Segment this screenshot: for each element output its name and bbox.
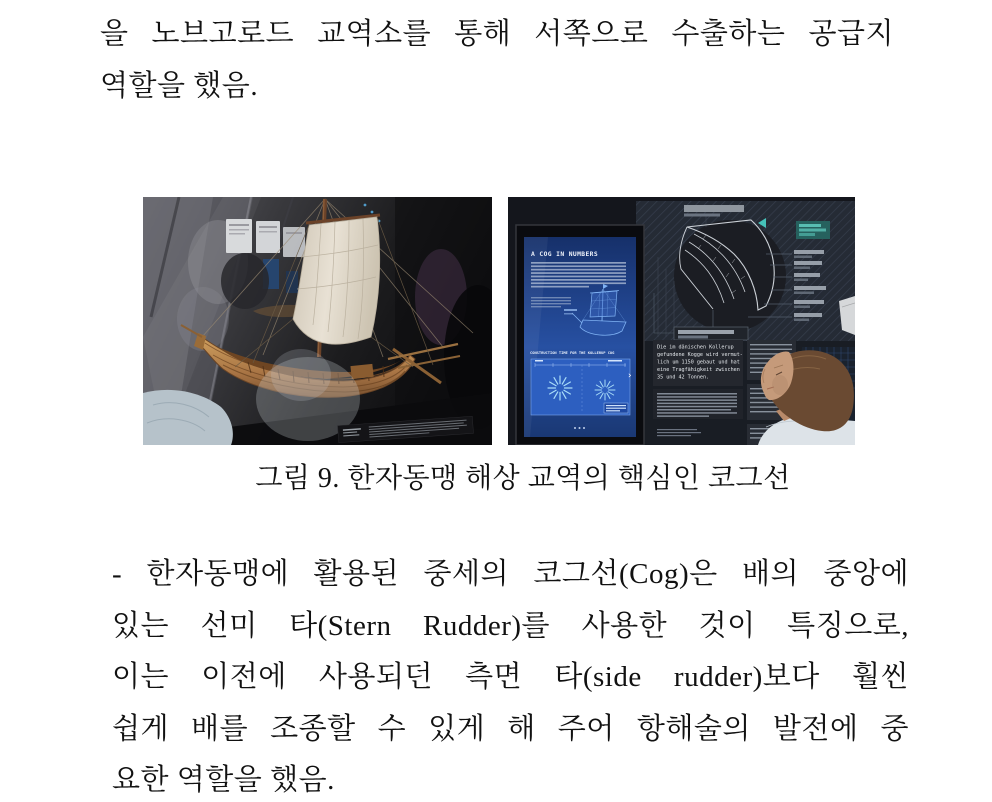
- german-line: 35 und 42 Tonnen.: [657, 374, 710, 381]
- body-text-line: 을 노브고로드 교역소를 통해 서쪽으로 수출하는 공급지: [100, 18, 894, 50]
- info-screen[interactable]: [516, 225, 644, 445]
- photo-cog-ship-model: [143, 197, 492, 445]
- body-text-line: 있는 선미 타(Stern Rudder)를 사용한 것이 특징으로,: [112, 610, 909, 642]
- german-line: gefundene Kogge wird vermut-: [657, 352, 743, 358]
- cog-model-illustration: [143, 197, 492, 445]
- screen-chart-heading: CONSTRUCTION TIME FOR THE KOLLERUP COG: [530, 351, 615, 355]
- infographic-illustration: [508, 197, 855, 445]
- screen-title: A COG IN NUMBERS: [531, 251, 599, 258]
- german-line: eine Tragfähigkeit zwischen: [657, 367, 740, 373]
- museum-visitor: [758, 350, 855, 445]
- body-text-line: 쉽게 배를 조종할 수 있게 해 주어 항해술의 발전에 중: [112, 713, 909, 745]
- body-text-line: 이는 이전에 사용되던 측면 타(side rudder)보다 훨씬: [112, 661, 909, 693]
- screen-pager-dots[interactable]: [574, 427, 585, 429]
- german-line: lich um 1150 gebaut und hat: [657, 359, 740, 366]
- german-line: Die im dänischen Kollerup: [657, 344, 734, 351]
- figure-caption: 그림 9. 한자동맹 해상 교역의 핵심인 코그선: [255, 463, 791, 494]
- body-text-line: 요한 역할을 했음.: [112, 764, 335, 796]
- top-plank-label: [684, 205, 744, 212]
- diagram-backdrop-circle: [674, 220, 786, 332]
- chevron-next-icon[interactable]: ›: [627, 371, 633, 381]
- body-text-line: 역할을 했음.: [100, 70, 259, 102]
- body-text-line: - 한자동맹에 활용된 중세의 코그선(Cog)은 배의 중앙에: [112, 558, 909, 590]
- construction-time-chart: [531, 359, 633, 415]
- teal-legend-box: [796, 221, 830, 239]
- photo-museum-infographic: [508, 197, 855, 445]
